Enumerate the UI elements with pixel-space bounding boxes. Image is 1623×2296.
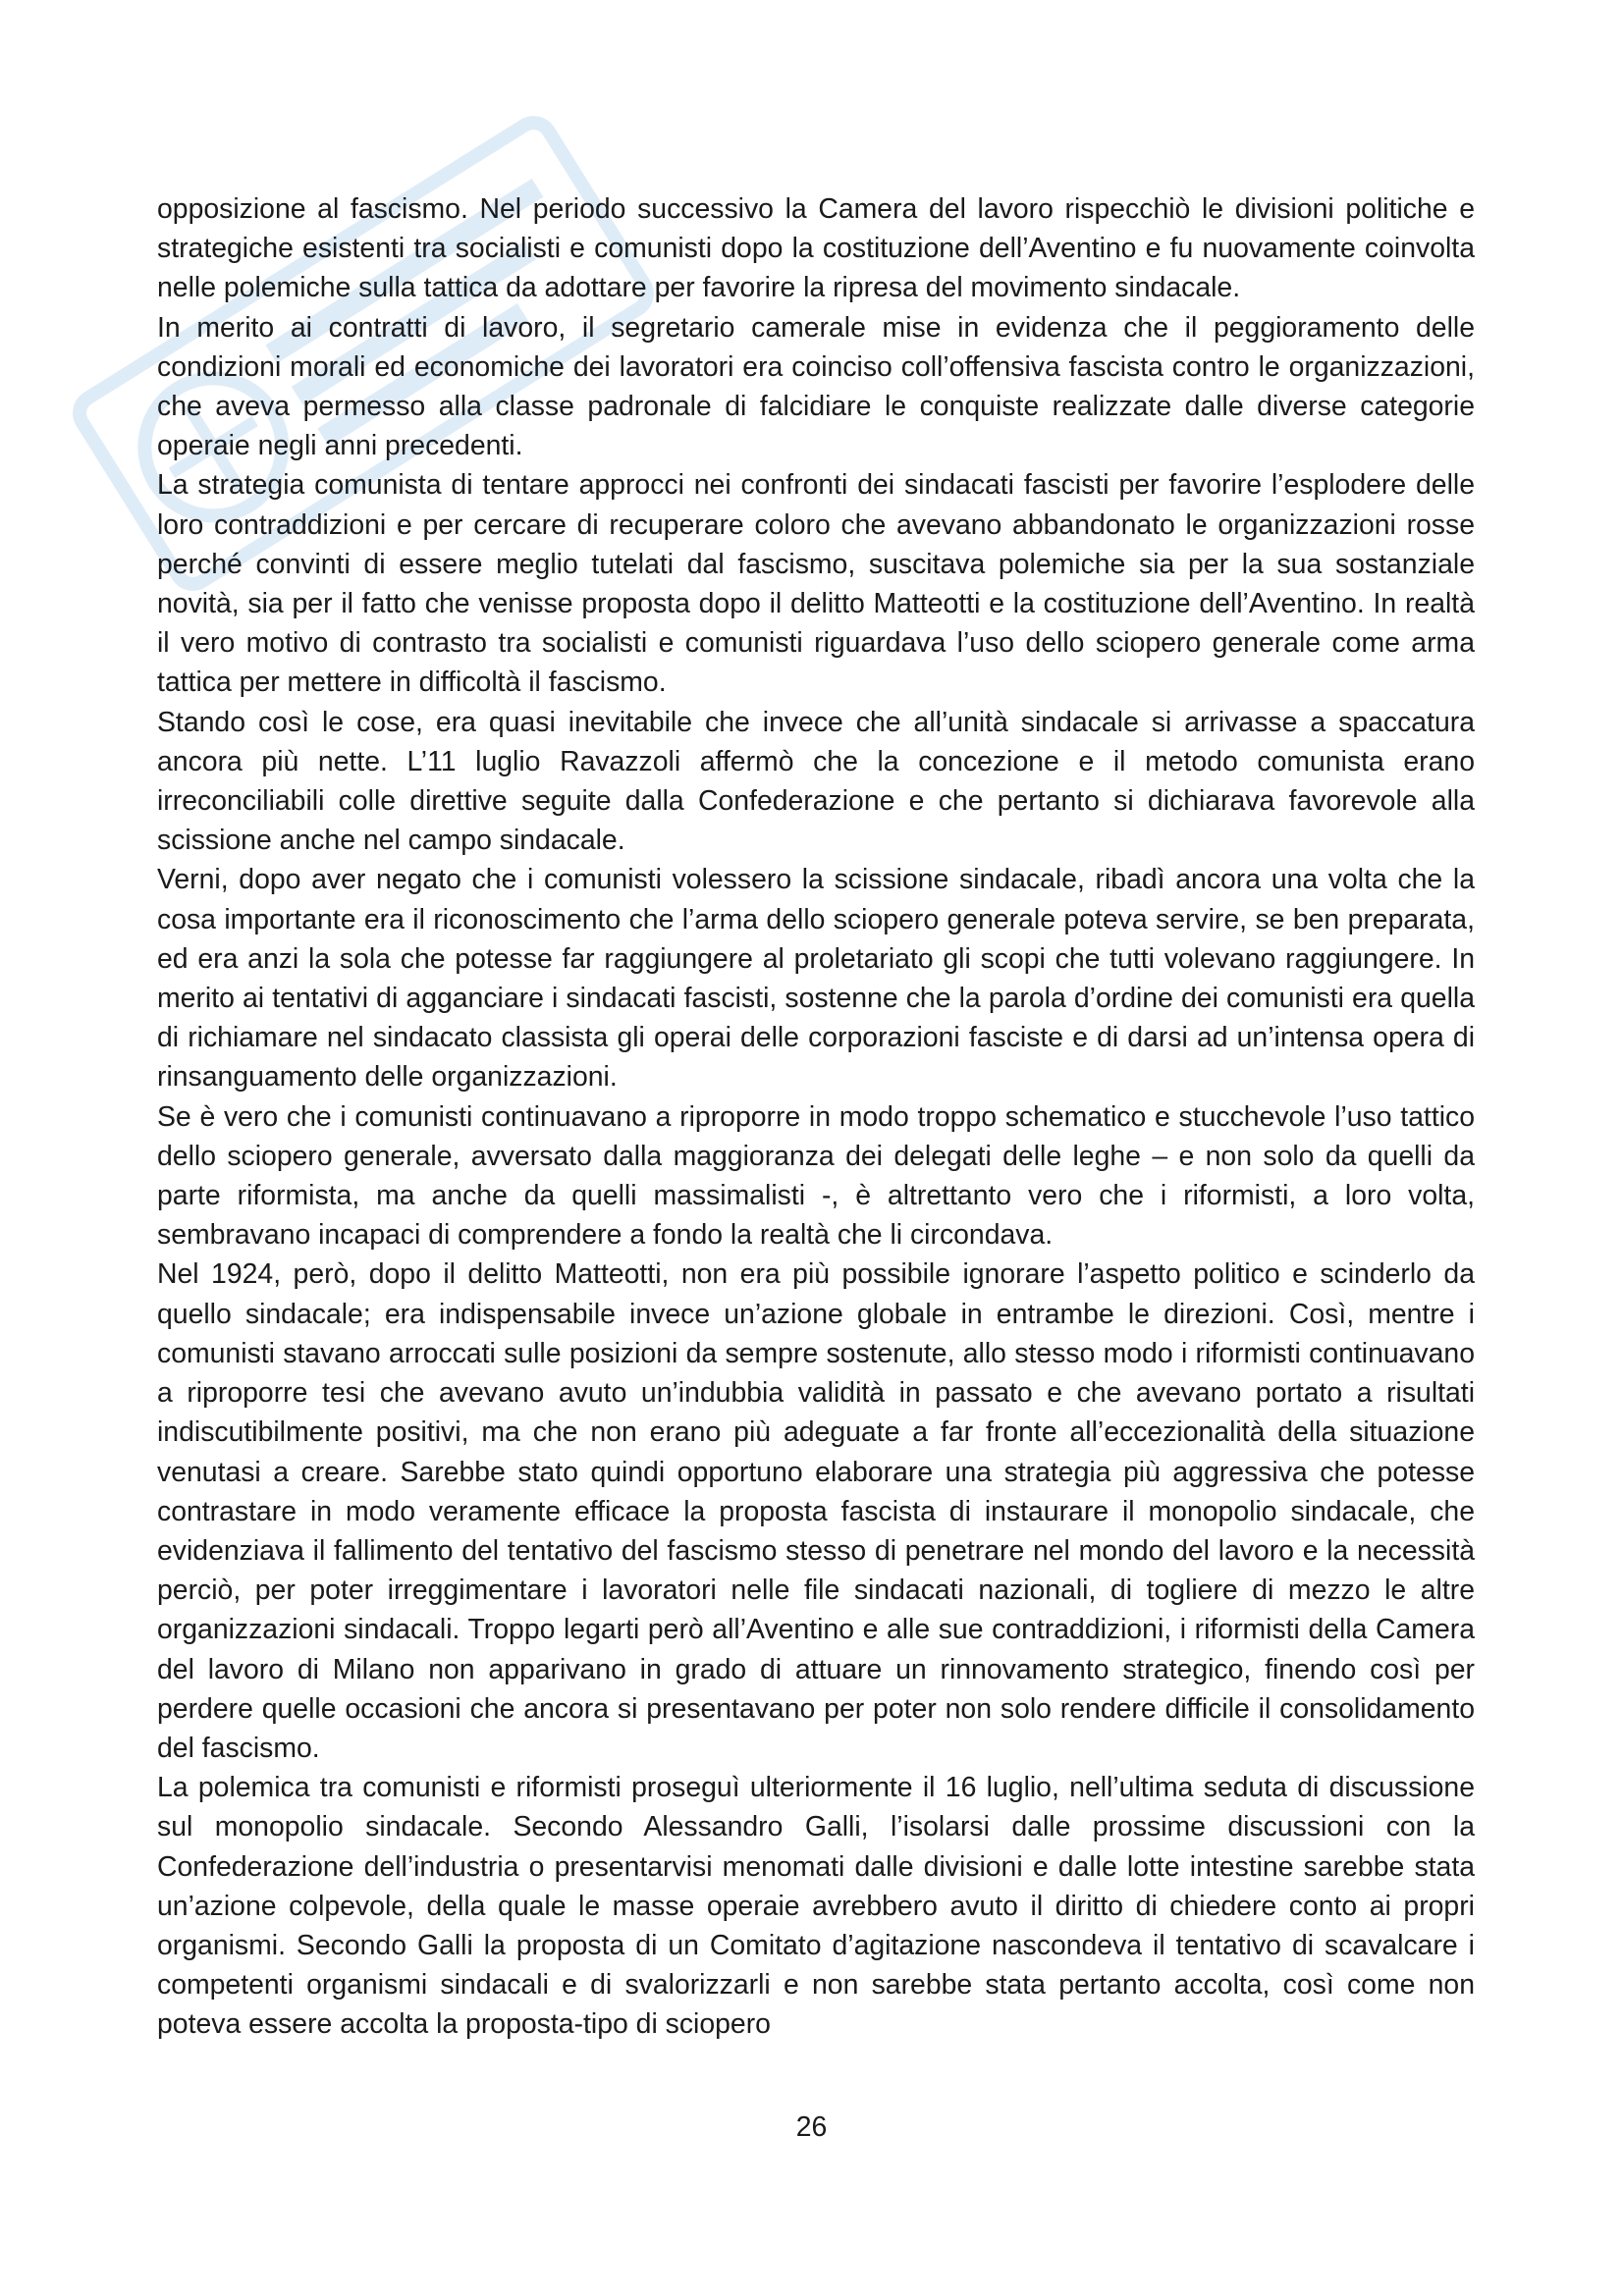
paragraph: opposizione al fascismo. Nel periodo successivo la Camera del lavoro rispecchiò le divisioni politiche e strategiche esistenti tra socialisti e comunisti dopo la costituzione dell’Aventino e fu nuovamente coinvolta nelle polemiche sulla tattica da adottare per favorire la ripresa del movimento sindacale. bbox=[157, 193, 1475, 304]
page-number: 26 bbox=[795, 2111, 828, 2143]
paragraph: Nel 1924, però, dopo il delitto Matteotti, non era più possibile ignorare l’aspetto politico e scinderlo da quello sindacale; era indispensabile invece un’azione globale in entrambe le direzioni. Così, mentre i comunisti stavano arroccati sulle posizioni da sempre sostenute, allo stesso modo i riformisti continuavano a riproporre tesi che avevano avuto un’indubbia validità in passato e che avevano portato a risultati indiscutibilmente positivi, ma che non erano più adeguate a far fronte all’eccezionalità della situazione venutasi a creare. Sarebbe stato quindi opportuno elaborare una strategia più aggressiva che potesse contrastare in modo veramente efficace la proposta fascista di instaurare il monopolio sindacale, che evidenziava il fallimento del tentativo del fascismo stesso di penetrare nel mondo del lavoro e la necessità perciò, per poter irreggimentare i lavoratori nelle file sindacati nazionali, di togliere di mezzo le altre organizzazioni sindacali. Troppo legarti però all’Aventino e alle sue contraddizioni, i riformisti della Camera del lavoro di Milano non apparivano in grado di attuare un rinnovamento strategico, finendo così per perdere quelle occasioni che ancora si presentavano per poter non solo rendere difficile il consolidamento del fascismo. bbox=[157, 1258, 1475, 1764]
paragraph: La strategia comunista di tentare approcci nei confronti dei sindacati fascisti per favorire l’esplodere delle loro contraddizioni e per cercare di recuperare coloro che avevano abbandonato le organizzazioni rosse perché convinti di essere meglio tutelati dal fascismo, suscitava polemiche sia per la sua sostanziale novità, sia per il fatto che venisse proposta dopo il delitto Matteotti e la costituzione dell’Aventino. In realtà il vero motivo di contrasto tra socialisti e comunisti riguardava l’uso dello sciopero generale come arma tattica per mettere in difficoltà il fascismo. bbox=[157, 469, 1475, 699]
paragraph: Stando così le cose, era quasi inevitabile che invece che all’unità sindacale si arrivasse a spaccatura ancora più nette. L’11 luglio Ravazzoli affermò che la concezione e il metodo comunista erano irreconciliabili colle direttive seguite dalla Confederazione e che pertanto si dichiarava favorevole alla scissione anche nel campo sindacale. bbox=[157, 706, 1475, 857]
paragraph: In merito ai contratti di lavoro, il segretario camerale mise in evidenza che il peggioramento delle condizioni morali ed economiche dei lavoratori era coinciso coll’offensiva fascista contro le organizzazioni, che aveva permesso alla classe padronale di falcidiare le conquiste realizzate dalle diverse categorie operaie negli anni precedenti. bbox=[157, 311, 1475, 462]
page-body bbox=[157, 189, 1475, 2045]
paragraph: Se è vero che i comunisti continuavano a riproporre in modo troppo schematico e stucchevole l’uso tattico dello sciopero generale, avversato dalla maggioranza dei delegati delle leghe – e non solo da quelli da parte riformista, ma anche da quelli massimalisti -, è altrettanto vero che i riformisti, a loro volta, sembravano incapaci di comprendere a fondo la realtà che li circondava. bbox=[157, 1100, 1475, 1252]
paragraph: La polemica tra comunisti e riformisti proseguì ulteriormente il 16 luglio, nell’ultima seduta di discussione sul monopolio sindacale. Secondo Alessandro Galli, l’isolarsi dalle prossime discussioni con la Confederazione dell’industria o presentarvisi menomati dalle divisioni e dalle lotte intestine sarebbe stata un’azione colpevole, della quale le masse operaie avrebbero avuto il diritto di chiedere conto ai propri organismi. Secondo Galli la proposta di un Comitato d’agitazione nascondeva il tentativo di scavalcare i competenti organismi sindacali e di svalorizzarli e non sarebbe stata pertanto accolta, così come non poteva essere accolta la proposta-tipo di sciopero bbox=[157, 1772, 1475, 2041]
paragraph: Verni, dopo aver negato che i comunisti volessero la scissione sindacale, ribadì ancora una volta che la cosa importante era il riconoscimento che l’arma dello sciopero generale poteva servire, se ben preparata, ed era anzi la sola che potesse far raggiungere al proletariato gli scopi che tutti volevano raggiungere. In merito ai tentativi di agganciare i sindacati fascisti, sostenne che la parola d’ordine dei comunisti era quella di richiamare nel sindacato classista gli operai delle corporazioni fasciste e di darsi ad un’intensa opera di rinsanguamento delle organizzazioni. bbox=[157, 864, 1475, 1094]
